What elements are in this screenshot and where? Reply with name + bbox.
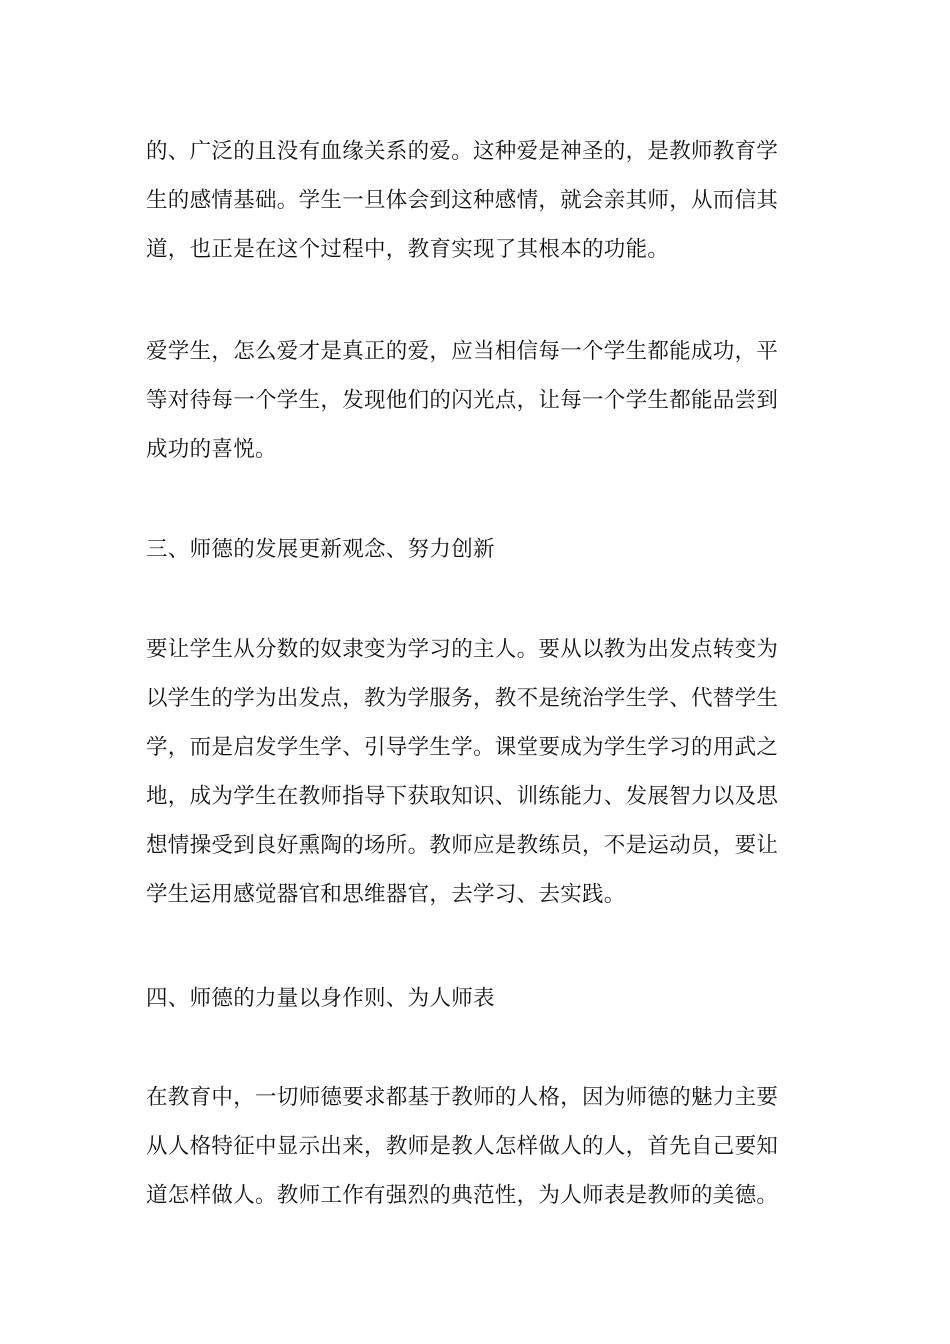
section-heading-text: 三、师德的发展更新观念、努力创新 <box>146 537 495 562</box>
text-line: 爱学生，怎么爱才是真正的爱，应当相信每一个学生都能成功，平 <box>146 339 779 364</box>
text-line: 地，成为学生在教师指导下获取知识、训练能力、发展智力以及思 <box>146 784 779 809</box>
paragraph-teacher-love <box>146 127 811 274</box>
text-line: 道，也正是在这个过程中，教育实现了其根本的功能。 <box>146 237 670 262</box>
text-line: 学，而是启发学生学、引导学生学。课堂要成为学生学习的用武之 <box>146 735 779 760</box>
text-line: 想情操受到良好熏陶的场所。教师应是教练员，不是运动员，要让 <box>146 833 779 858</box>
section-heading-3 <box>146 525 811 574</box>
text-line: 以学生的学为出发点，教为学服务，教不是统治学生学、代替学生 <box>146 686 779 711</box>
text-line: 的、广泛的且没有血缘关系的爱。这种爱是神圣的，是教师教育学 <box>146 139 779 164</box>
paragraph-students-as-masters <box>146 625 811 919</box>
paragraph-teacher-personality <box>146 1073 811 1220</box>
text-line: 等对待每一个学生，发现他们的闪光点，让每一个学生都能品尝到 <box>146 388 779 413</box>
text-line: 道怎样做人。教师工作有强烈的典范性，为人师表是教师的美德。 <box>146 1183 779 1208</box>
text-line: 要让学生从分数的奴隶变为学习的主人。要从以教为出发点转变为 <box>146 637 779 662</box>
text-line: 学生运用感觉器官和思维器官，去学习、去实践。 <box>146 882 626 907</box>
section-heading-text: 四、师德的力量以身作则、为人师表 <box>146 986 495 1011</box>
section-heading-4 <box>146 974 811 1023</box>
text-line: 从人格特征中显示出来，教师是教人怎样做人的人，首先自己要知 <box>146 1134 779 1159</box>
text-line: 生的感情基础。学生一旦体会到这种感情，就会亲其师，从而信其 <box>146 188 779 213</box>
text-line: 成功的喜悦。 <box>146 437 277 462</box>
text-line: 在教育中，一切师德要求都基于教师的人格，因为师德的魅力主要 <box>146 1085 779 1110</box>
paragraph-love-students <box>146 327 811 474</box>
